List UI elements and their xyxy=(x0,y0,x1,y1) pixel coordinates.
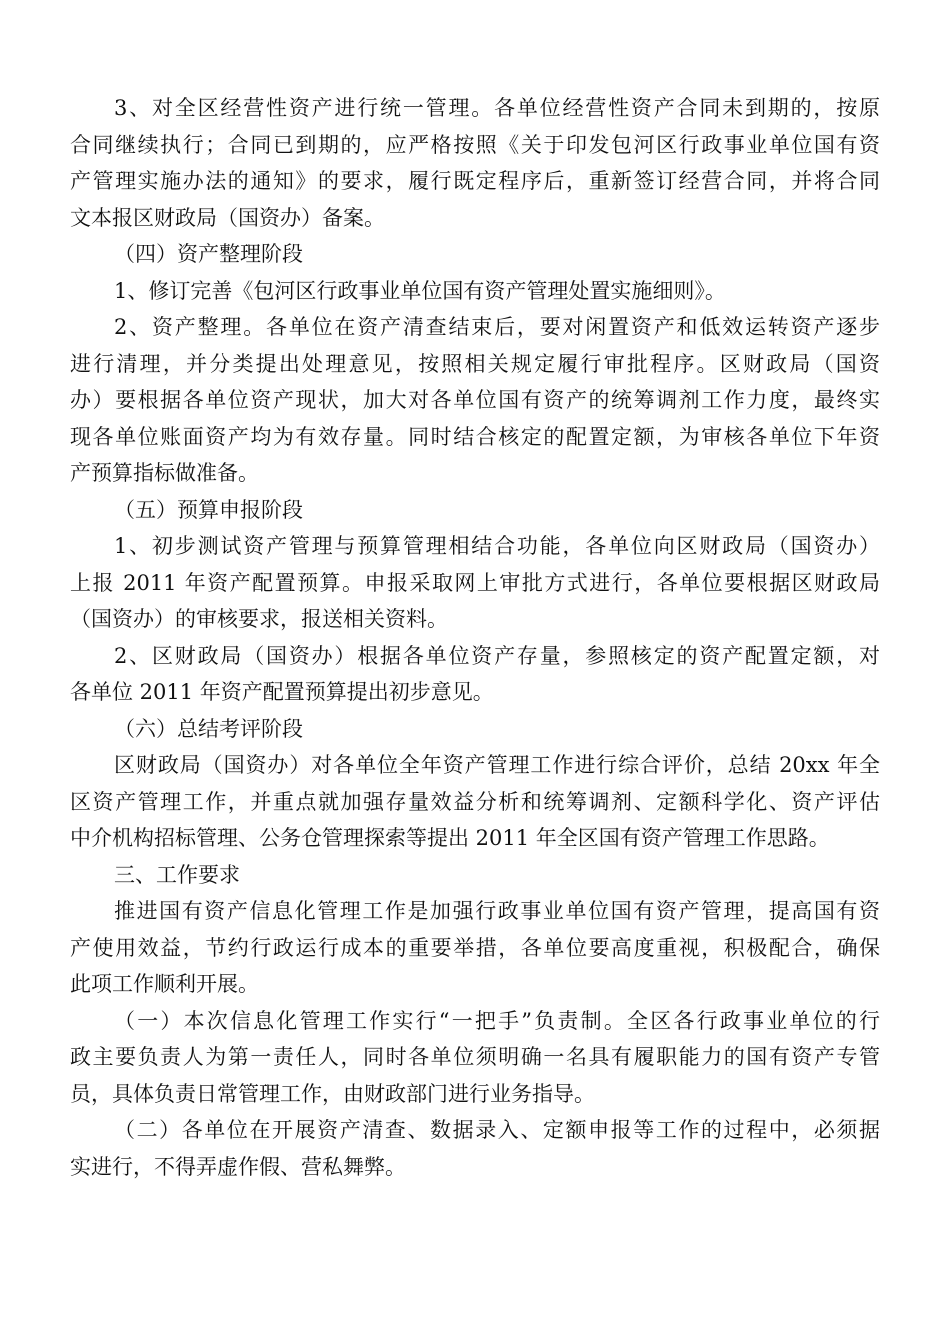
section-heading xyxy=(70,711,880,748)
paragraph xyxy=(70,638,880,711)
paragraph xyxy=(70,273,880,310)
text-line: 推进国有资产信息化管理工作是加强行政事业单位国有资产管理，提高国有资 xyxy=(114,899,880,923)
text-line: 上报 2011 年资产配置预算。申报采取网上审批方式进行，各单位要根据区财政局 xyxy=(70,570,880,595)
text-line: 文本报区财政局（国资办）备案。 xyxy=(70,205,385,230)
paragraph xyxy=(70,1112,880,1185)
paragraph xyxy=(70,1003,880,1113)
paragraph xyxy=(70,528,880,638)
paragraph xyxy=(70,747,880,857)
text-line: 中介机构招标管理、公务仓管理探索等提出 2011 年全区国有资产管理工作思路。 xyxy=(70,826,830,850)
paragraph xyxy=(70,893,880,1003)
text-line: 员，具体负责日常管理工作，由财政部门进行业务指导。 xyxy=(70,1081,595,1106)
text-line: 1、修订完善《包河区行政事业单位国有资产管理处置实施细则》。 xyxy=(114,278,726,303)
text-line: 政主要负责人为第一责任人，同时各单位须明确一名具有履职能力的国有资产专管 xyxy=(70,1045,880,1069)
text-line: 2、资产整理。各单位在资产清查结束后，要对闲置资产和低效运转资产逐步 xyxy=(114,315,880,339)
text-line: 现各单位账面资产均为有效存量。同时结合核定的配置定额，为审核各单位下年资 xyxy=(70,424,880,449)
document-body xyxy=(70,90,880,1185)
section-heading xyxy=(70,492,880,529)
text-line: 三、工作要求 xyxy=(114,862,240,887)
text-line: 1、初步测试资产管理与预算管理相结合功能，各单位向区财政局（国资办） xyxy=(114,534,880,558)
text-line: 产管理实施办法的通知》的要求，履行既定程序后，重新签订经营合同，并将合同 xyxy=(70,169,880,193)
text-line: 区资产管理工作，并重点就加强存量效益分析和统筹调剂、定额科学化、资产评估 xyxy=(70,789,880,814)
text-line: （一）本次信息化管理工作实行“一把手”负责制。全区各行政事业单位的行 xyxy=(114,1008,880,1033)
text-line: 各单位 2011 年资产配置预算提出初步意见。 xyxy=(70,680,494,704)
text-line: 实进行，不得弄虚作假、营私舞弊。 xyxy=(70,1154,406,1179)
text-line: 区财政局（国资办）对各单位全年资产管理工作进行综合评价，总结 20xx 年全 xyxy=(114,753,880,777)
text-line: 此项工作顺利开展。 xyxy=(70,972,259,996)
text-line: 产预算指标做准备。 xyxy=(70,461,259,485)
text-line: （二）各单位在开展资产清查、数据录入、定额申报等工作的过程中，必须据 xyxy=(114,1118,880,1142)
text-line: （四）资产整理阶段 xyxy=(114,242,303,266)
text-line: 办）要根据各单位资产现状，加大对各单位国有资产的统筹调剂工作力度，最终实 xyxy=(70,388,880,412)
text-line: （六）总结考评阶段 xyxy=(114,716,303,741)
text-line: 3、对全区经营性资产进行统一管理。各单位经营性资产合同未到期的，按原 xyxy=(114,96,880,120)
text-line: （五）预算申报阶段 xyxy=(114,497,303,522)
section-heading xyxy=(70,236,880,273)
text-line: 进行清理，并分类提出处理意见，按照相关规定履行审批程序。区财政局（国资 xyxy=(70,351,880,376)
text-line: 产使用效益，节约行政运行成本的重要举措，各单位要高度重视，积极配合，确保 xyxy=(70,935,880,960)
text-line: 合同继续执行；合同已到期的，应严格按照《关于印发包河区行政事业单位国有资 xyxy=(70,132,880,157)
text-line: （国资办）的审核要求，报送相关资料。 xyxy=(70,607,448,631)
paragraph xyxy=(70,309,880,492)
paragraph xyxy=(70,90,880,236)
text-line: 2、区财政局（国资办）根据各单位资产存量，参照核定的资产配置定额，对 xyxy=(114,643,880,668)
section-heading xyxy=(70,857,880,894)
